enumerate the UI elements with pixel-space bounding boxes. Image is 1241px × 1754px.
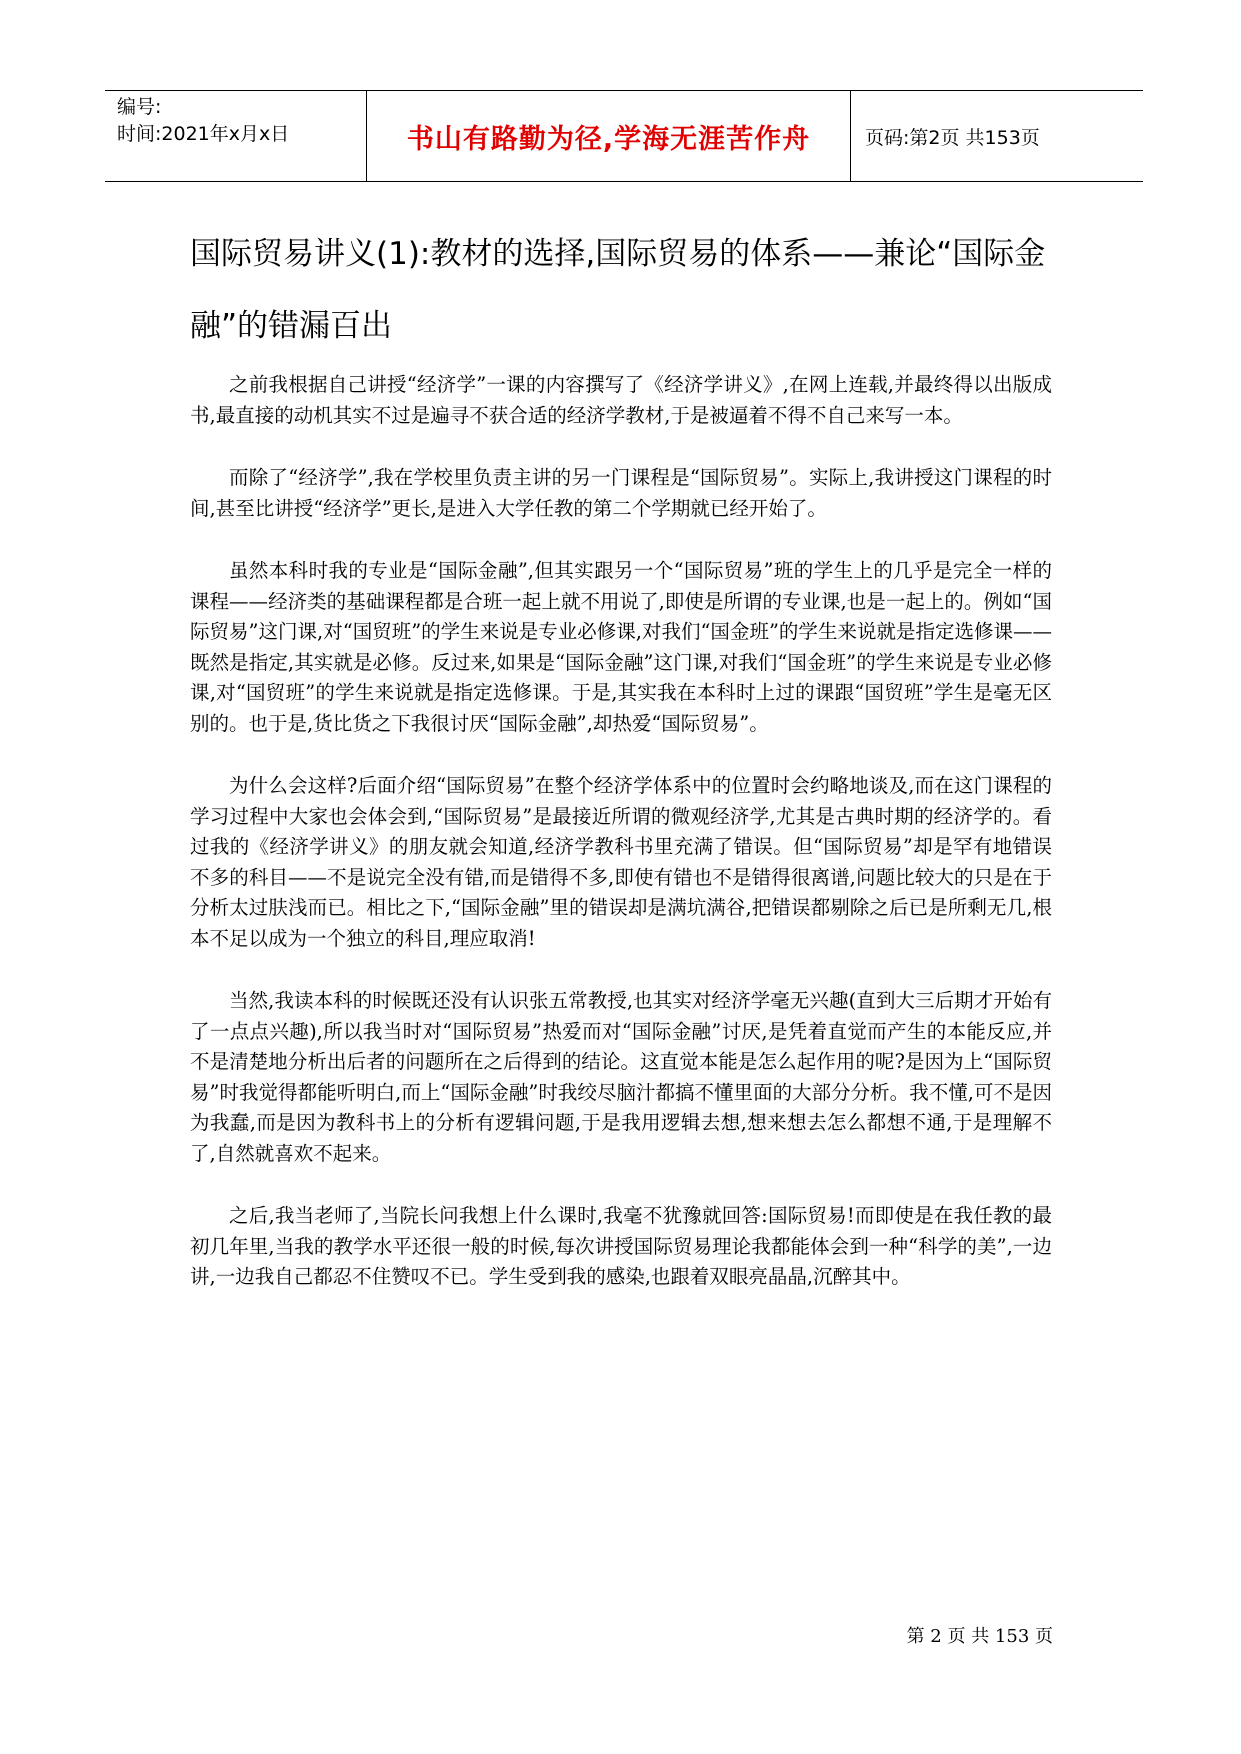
- paragraph: 之前我根据自己讲授“经济学”一课的内容撰写了《经济学讲义》,在网上连载,并最终得以出版成书,最直接的动机其实不过是遍寻不获合适的经济学教材,于是被逼着不得不自己来写一本。: [190, 373, 1052, 427]
- page-header: [105, 90, 1143, 182]
- paragraph: 虽然本科时我的专业是“国际金融”,但其实跟另一个“国际贸易”班的学生上的几乎是完全一样的课程——经济类的基础课程都是合班一起上就不用说了,即使是所谓的专业课,也是一起上的。例如“国际贸易”这门课,对“国贸班”的学生来说是专业必修课,对我们“国金班”的学生来说就是指定选修课——既然是指定,其实就是必修。反过来,如果是“国际金融”这门课,对我们“国金班”的学生来说是专业必修课,对“国贸班”的学生来说就是指定选修课。于是,其实我在本科时上过的课跟“国贸班”学生是毫无区别的。也于是,货比货之下我很讨厌“国际金融”,却热爱“国际贸易”。: [190, 559, 1052, 735]
- header-meta: [105, 91, 367, 181]
- paragraph: 当然,我读本科的时候既还没有认识张五常教授,也其实对经济学毫无兴趣(直到大三后期才开始有了一点点兴趣),所以我当时对“国际贸易”热爱而对“国际金融”讨厌,是凭着直觉而产生的本能反应,并不是清楚地分析出后者的问题所在之后得到的结论。这直觉本能是怎么起作用的呢?是因为上“国际贸易”时我觉得都能听明白,而上“国际金融”时我绞尽脑汁都搞不懂里面的大部分分析。我不懂,可不是因为我蠢,而是因为教科书上的分析有逻辑问题,于是我用逻辑去想,想来想去怎么都想不通,于是理解不了,自然就喜欢不起来。: [190, 989, 1052, 1165]
- paragraph: 为什么会这样?后面介绍“国际贸易”在整个经济学体系中的位置时会约略地谈及,而在这门课程的学习过程中大家也会体会到,“国际贸易”是最接近所谓的微观经济学,尤其是古典时期的经济学的。看过我的《经济学讲义》的朋友就会知道,经济学教科书里充满了错误。但“国际贸易”却是罕有地错误不多的科目——不是说完全没有错,而是错得不多,即使有错也不是错得很离谱,问题比较大的只是在于分析太过肤浅而已。相比之下,“国际金融”里的错误却是满坑满谷,把错误都剔除之后已是所剩无几,根本不足以成为一个独立的科目,理应取消!: [190, 774, 1052, 950]
- document-body: [190, 370, 1052, 1325]
- header-page-info: 页码:第2页 共153页: [865, 126, 1040, 149]
- paragraph: 而除了“经济学”,我在学校里负责主讲的另一门课程是“国际贸易”。实际上,我讲授这门课程的时间,甚至比讲授“经济学”更长,是进入大学任教的第二个学期就已经开始了。: [190, 466, 1052, 520]
- header-motto-cell: [367, 91, 851, 181]
- document-title: 国际贸易讲义(1):教材的选择,国际贸易的体系——兼论“国际金融”的错漏百出: [190, 236, 1046, 344]
- document-number-label: 编号:: [117, 96, 162, 118]
- page-footer: 第 2 页 共 153 页: [906, 1626, 1053, 1647]
- document-time-label: 时间:2021年x月x日: [117, 123, 290, 145]
- motto-text: 书山有路勤为径,学海无涯苦作舟: [406, 123, 811, 155]
- paragraph: 之后,我当老师了,当院长问我想上什么课时,我毫不犹豫就回答:国际贸易!而即使是在我任教的最初几年里,当我的教学水平还很一般的时候,每次讲授国际贸易理论我都能体会到一种“科学的美”,一边讲,一边我自己都忍不住赞叹不已。学生受到我的感染,也跟着双眼亮晶晶,沉醉其中。: [190, 1204, 1052, 1288]
